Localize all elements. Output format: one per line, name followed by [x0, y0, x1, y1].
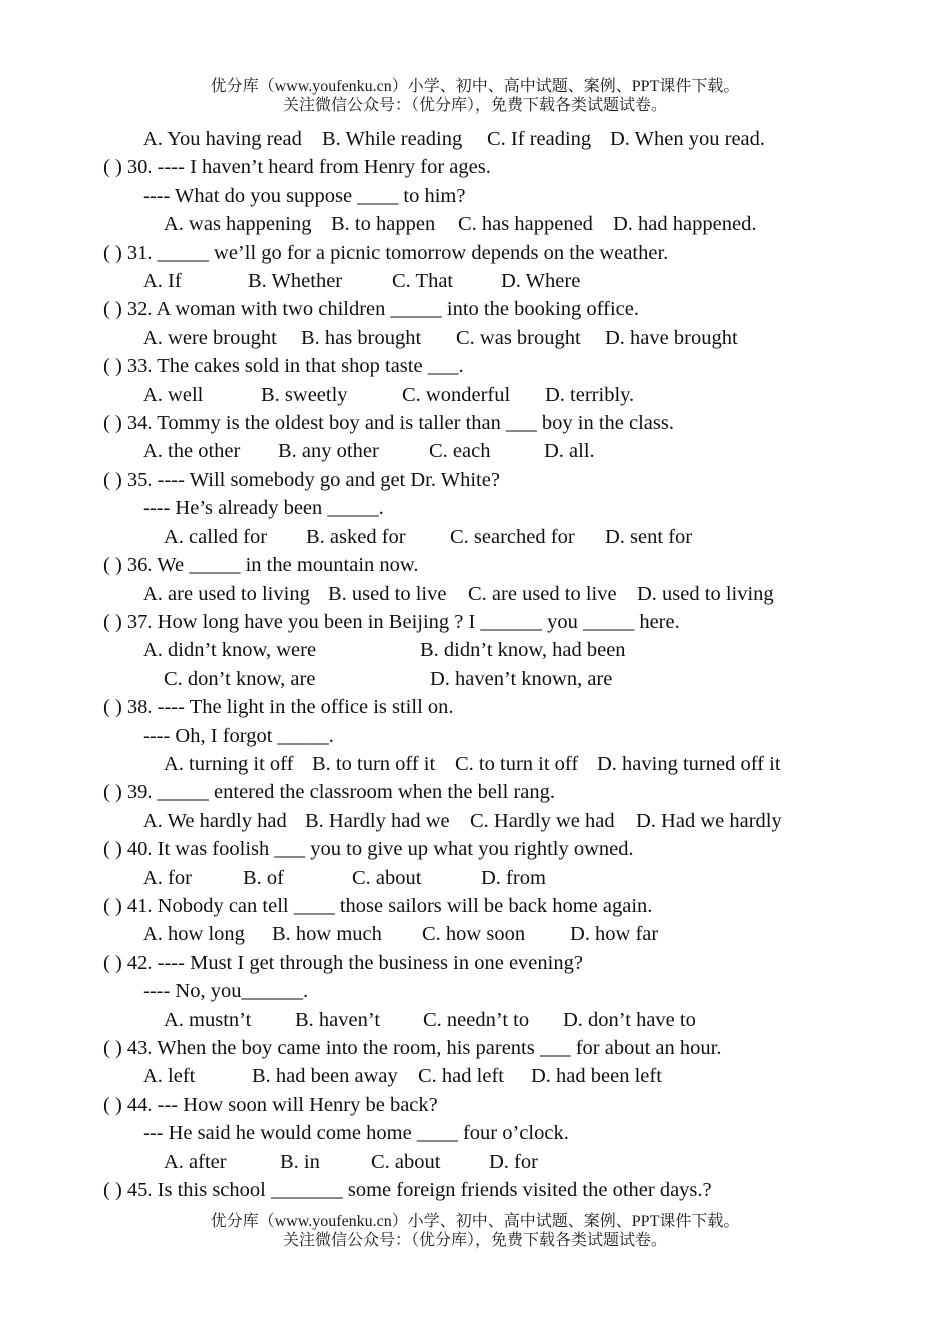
question-line — [0, 239, 950, 267]
line-text: ( ) 34. Tommy is the oldest boy and is taller than ___ boy in the class. — [103, 412, 674, 435]
question-line — [0, 949, 950, 977]
line-text: ( ) 30. ---- I haven’t heard from Henry for ages. — [103, 156, 491, 179]
answer-option: A. turning it off — [164, 752, 294, 775]
page-header — [0, 77, 950, 115]
answer-option: A. how long — [143, 923, 245, 946]
answer-option: A. called for — [164, 525, 268, 548]
answer-option: D. for — [489, 1150, 538, 1173]
line-text: ( ) 45. Is this school _______ some foreign friends visited the other days.? — [103, 1179, 712, 1202]
line-text: ( ) 32. A woman with two children _____ into the booking office. — [103, 298, 639, 321]
question-line — [0, 1034, 950, 1062]
answer-option: A. for — [143, 866, 192, 889]
options-line — [0, 1148, 950, 1176]
answer-option: C. how soon — [422, 923, 526, 946]
answer-option: D. had happened. — [613, 213, 757, 236]
footer-line-1: 优分库（www.youfenku.cn）小学、初中、高中试题、案例、PPT课件下载。 — [210, 1213, 740, 1230]
options-line — [0, 324, 950, 352]
answer-option: A. If — [143, 270, 182, 293]
line-text: ---- What do you suppose ____ to him? — [143, 184, 466, 207]
answer-option: D. Had we hardly — [636, 809, 782, 832]
question-line — [0, 778, 950, 806]
answer-option: B. how much — [272, 923, 382, 946]
answer-option: B. Hardly had we — [305, 809, 450, 832]
line-text: ( ) 42. ---- Must I get through the business in one evening? — [103, 951, 583, 974]
dialogue-line — [0, 494, 950, 522]
footer-line-2: 关注微信公众号：（优分库），免费下载各类试题试卷。 — [282, 1232, 667, 1249]
header-line-1: 优分库（www.youfenku.cn）小学、初中、高中试题、案例、PPT课件下载。 — [210, 78, 740, 95]
answer-option: B. used to live — [328, 582, 447, 605]
line-text: ---- He’s already been _____. — [143, 497, 384, 520]
answer-option: D. have brought — [605, 326, 738, 349]
answer-option: A. We hardly had — [143, 809, 287, 832]
answer-option: C. searched for — [450, 525, 575, 548]
question-line — [0, 352, 950, 380]
answer-option: A. were brought — [143, 326, 277, 349]
answer-option: B. asked for — [306, 525, 406, 548]
options-line — [0, 580, 950, 608]
answer-option: C. had left — [418, 1065, 504, 1088]
question-line — [0, 295, 950, 323]
line-text: ( ) 35. ---- Will somebody go and get Dr. White? — [103, 468, 500, 491]
options-line — [0, 1062, 950, 1090]
line-text: ( ) 38. ---- The light in the office is still on. — [103, 696, 454, 719]
question-line — [0, 409, 950, 437]
answer-option: D. all. — [544, 440, 595, 463]
answer-option: A. mustn’t — [164, 1008, 252, 1031]
answer-option: D. from — [481, 866, 546, 889]
question-line — [0, 153, 950, 181]
options-line — [0, 381, 950, 409]
answer-option: C. Hardly we had — [470, 809, 615, 832]
answer-option: D. terribly. — [545, 383, 635, 406]
answer-option: C. about — [371, 1150, 441, 1173]
line-text: ( ) 36. We _____ in the mountain now. — [103, 554, 419, 577]
answer-option: D. don’t have to — [563, 1008, 696, 1031]
options-line — [0, 523, 950, 551]
question-line — [0, 1176, 950, 1204]
answer-option: C. to turn it off — [455, 752, 579, 775]
question-line — [0, 1091, 950, 1119]
answer-option: C. each — [429, 440, 491, 463]
header-line-2: 关注微信公众号：（优分库），免费下载各类试题试卷。 — [282, 97, 667, 114]
line-text: ---- No, you______. — [143, 980, 309, 1003]
options-line — [0, 807, 950, 835]
answer-option: B. to happen — [331, 213, 436, 236]
line-text: ( ) 41. Nobody can tell ____ those sailors will be back home again. — [103, 894, 653, 917]
options-line — [0, 636, 950, 664]
answer-option: A. didn’t know, were — [143, 639, 317, 662]
answer-option: A. are used to living — [143, 582, 310, 605]
answer-option: C. don’t know, are — [164, 667, 316, 690]
line-text: ( ) 31. _____ we’ll go for a picnic tomorrow depends on the weather. — [103, 241, 669, 264]
answer-option: B. sweetly — [261, 383, 348, 406]
line-text: ( ) 44. --- How soon will Henry be back? — [103, 1093, 438, 1116]
question-line — [0, 551, 950, 579]
answer-option: B. haven’t — [295, 1008, 381, 1031]
answer-option: D. sent for — [605, 525, 693, 548]
answer-option: B. didn’t know, had been — [420, 639, 626, 662]
answer-option: D. Where — [501, 270, 581, 293]
answer-option: A. You having read — [143, 128, 302, 150]
options-line — [0, 864, 950, 892]
line-text: ---- Oh, I forgot _____. — [143, 724, 334, 747]
dialogue-line — [0, 182, 950, 210]
line-text: --- He said he would come home ____ four o’clock. — [143, 1122, 569, 1145]
line-text: ( ) 37. How long have you been in Beijing ? I ______ you _____ here. — [103, 610, 680, 633]
answer-option: B. to turn off it — [312, 752, 436, 775]
answer-option: C. If reading — [487, 128, 592, 150]
options-line — [0, 437, 950, 465]
answer-option: B. Whether — [248, 270, 343, 293]
answer-option: C. wonderful — [402, 383, 511, 406]
answer-option: D. When you read. — [610, 128, 766, 150]
answer-option: A. after — [164, 1150, 227, 1173]
question-line — [0, 608, 950, 636]
answer-option: C. That — [392, 270, 454, 293]
line-text: ( ) 40. It was foolish ___ you to give up what you rightly owned. — [103, 838, 634, 861]
answer-option: A. the other — [143, 440, 241, 463]
page-footer — [0, 1212, 950, 1250]
answer-option: C. has happened — [458, 213, 593, 236]
line-text: ( ) 43. When the boy came into the room, his parents ___ for about an hour. — [103, 1037, 722, 1059]
answer-option: D. haven’t known, are — [430, 667, 613, 690]
options-line — [0, 750, 950, 778]
answer-option: A. well — [143, 383, 204, 406]
dialogue-line — [0, 977, 950, 1005]
question-line — [0, 835, 950, 863]
answer-option: C. about — [352, 866, 422, 889]
question-line — [0, 466, 950, 494]
answer-option: C. are used to live — [468, 582, 617, 605]
answer-option: D. had been left — [531, 1065, 662, 1088]
dialogue-line — [0, 722, 950, 750]
answer-option: A. was happening — [164, 213, 312, 236]
answer-option: C. was brought — [456, 326, 581, 349]
answer-option: D. having turned off it — [597, 752, 781, 775]
answer-option: A. left — [143, 1065, 196, 1088]
question-line — [0, 892, 950, 920]
answer-option: D. used to living — [637, 582, 774, 605]
answer-option: B. had been away — [252, 1065, 398, 1088]
options-line — [0, 125, 950, 153]
options-line — [0, 210, 950, 238]
options-line — [0, 665, 950, 693]
question-line — [0, 693, 950, 721]
answer-option: B. in — [280, 1150, 320, 1173]
answer-option: B. of — [243, 866, 284, 889]
answer-option: B. any other — [278, 440, 379, 463]
dialogue-line — [0, 1119, 950, 1147]
answer-option: B. While reading — [322, 128, 463, 150]
answer-option: B. has brought — [301, 326, 422, 349]
line-text: ( ) 39. _____ entered the classroom when the bell rang. — [103, 781, 556, 804]
answer-option: C. needn’t to — [423, 1008, 530, 1031]
answer-option: D. how far — [570, 923, 659, 946]
question-list — [0, 125, 950, 1204]
options-line — [0, 267, 950, 295]
options-line — [0, 1006, 950, 1034]
options-line — [0, 920, 950, 948]
line-text: ( ) 33. The cakes sold in that shop taste ___. — [103, 355, 464, 378]
